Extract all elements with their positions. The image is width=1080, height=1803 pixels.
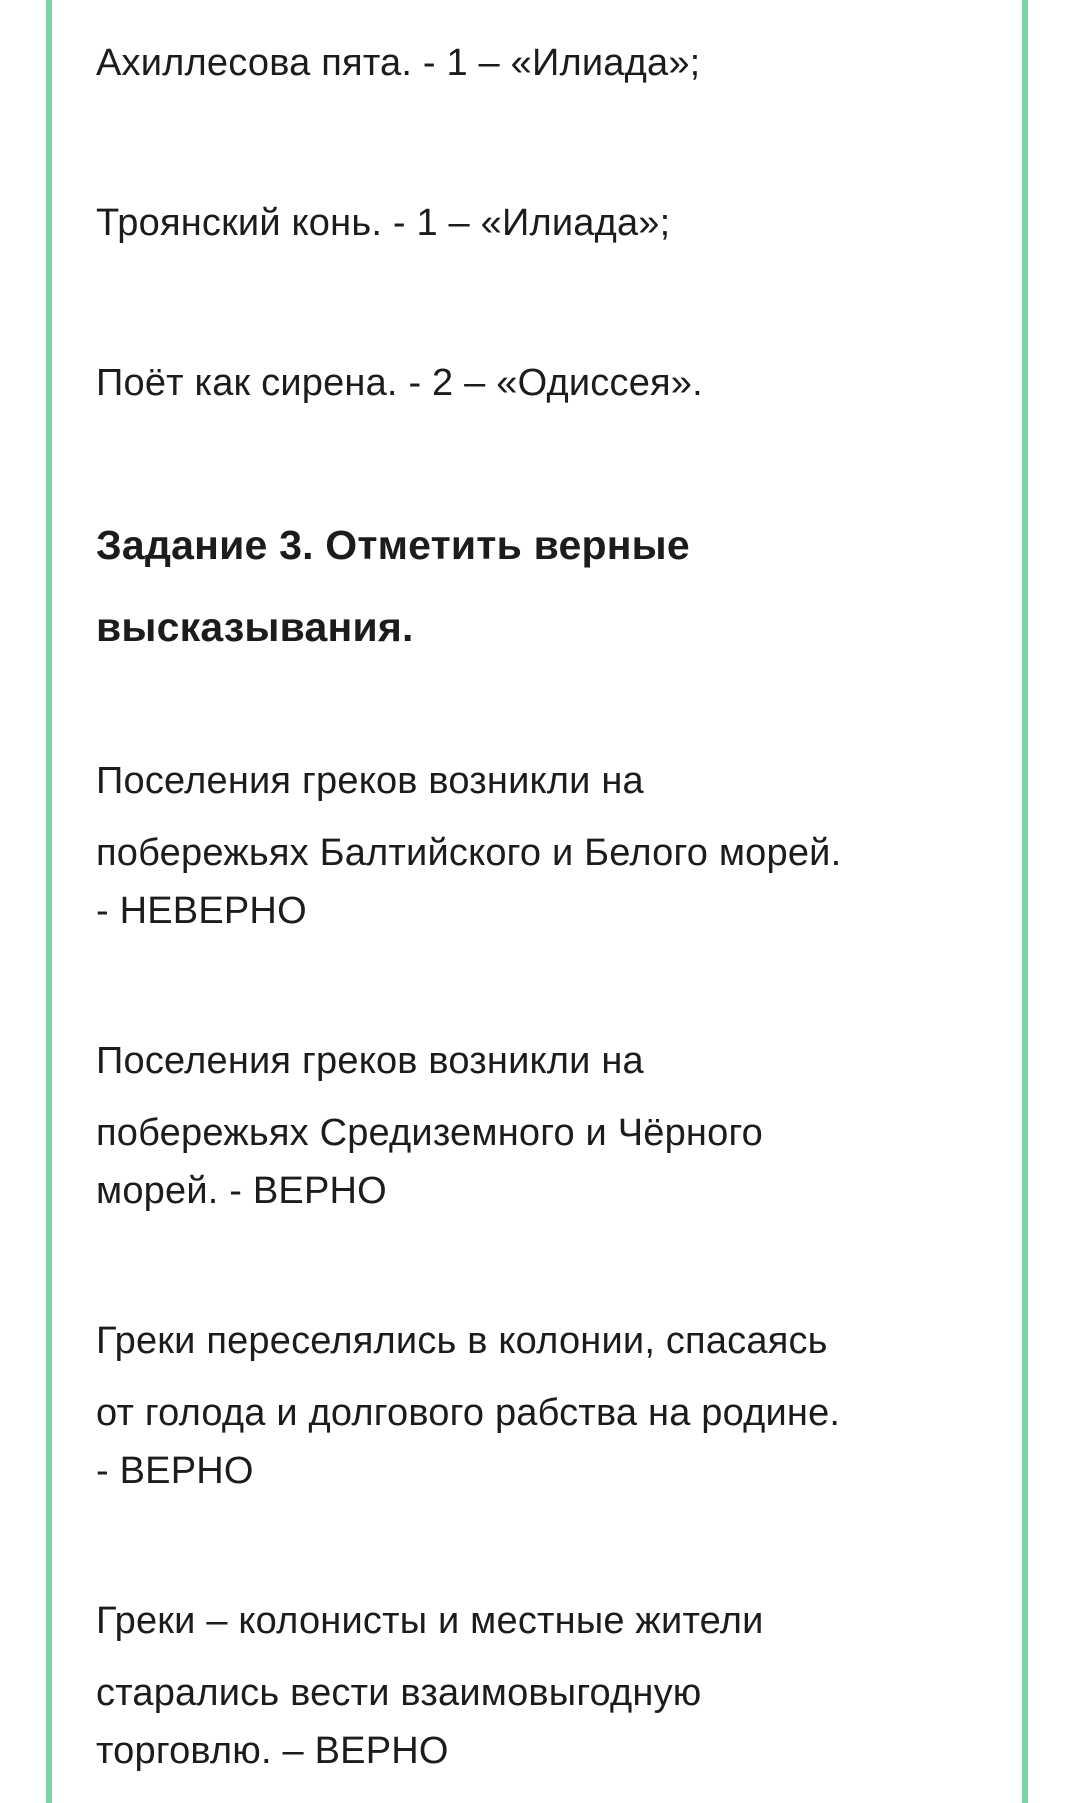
statement-2-verdict: морей. - ВЕРНО [96,1170,387,1212]
statement-2-line1: Поселения греков возникли на [96,1040,644,1082]
match-line-trojan-horse: Троянский конь. - 1 – «Илиада»; [96,202,671,244]
statement-4-verdict: торговлю. – ВЕРНО [96,1730,449,1772]
statement-3-verdict: - ВЕРНО [96,1450,254,1492]
statement-4-line2: старались вести взаимовыгодную [96,1672,702,1714]
task3-heading-line2: высказывания. [96,604,414,650]
task3-heading-line1: Задание 3. Отметить верные [96,522,690,568]
statement-1-verdict: - НЕВЕРНО [96,890,307,932]
statement-1-line2: побережьях Балтийского и Белого морей. [96,832,842,874]
match-line-achilles: Ахиллесова пята. - 1 – «Илиада»; [96,42,701,84]
match-line-siren: Поёт как сирена. - 2 – «Одиссея». [96,362,703,404]
statement-1-line1: Поселения греков возникли на [96,760,644,802]
statement-4-line1: Греки – колонисты и местные жители [96,1600,764,1642]
left-border [46,0,52,1803]
statement-2-line2: побережьях Средиземного и Чёрного [96,1112,763,1154]
statement-3-line1: Греки переселялись в колонии, спасаясь [96,1320,828,1362]
right-border [1022,0,1028,1803]
statement-3-line2: от голода и долгового рабства на родине. [96,1392,841,1434]
